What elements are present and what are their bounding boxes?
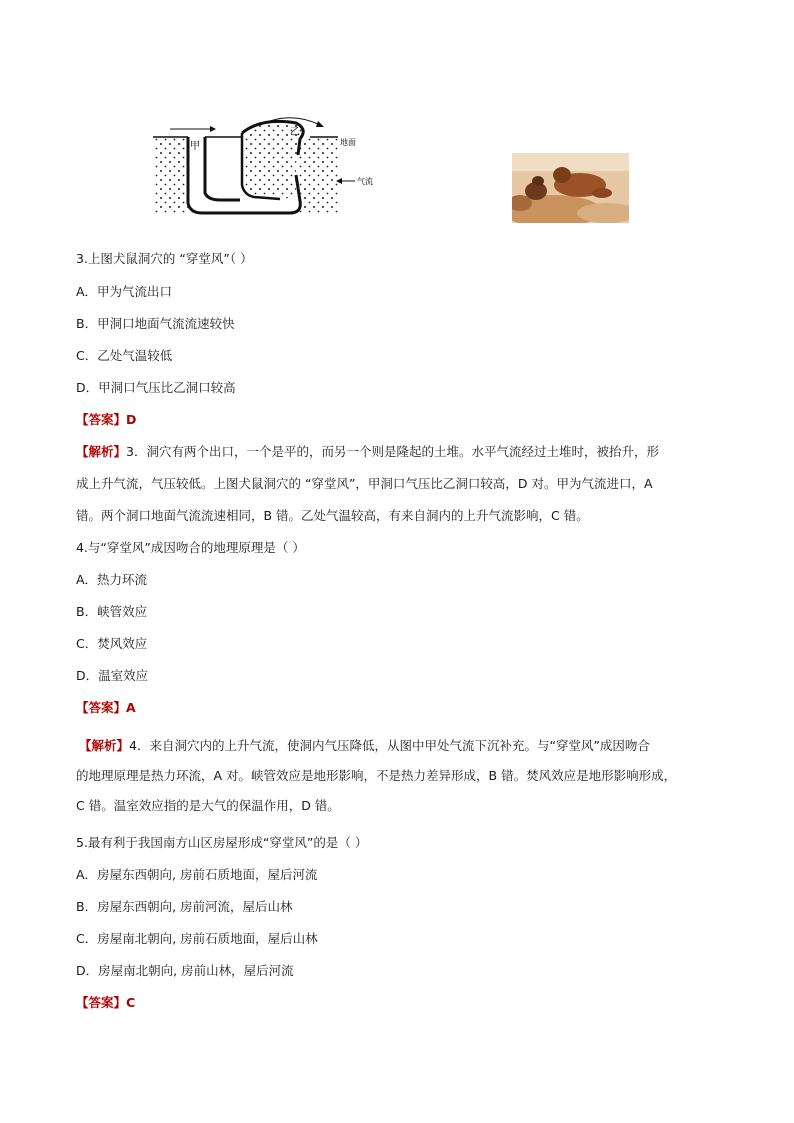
q5-option-a: A．房屋东西朝向, 房前石质地面，屋后河流	[76, 867, 318, 882]
label-yi: 乙	[290, 127, 300, 138]
q4-answer	[76, 699, 136, 717]
analysis-tag: 【解析】	[79, 738, 130, 753]
answer-tag: 【答案】	[76, 700, 127, 715]
answer-tag: 【答案】	[76, 412, 127, 427]
q4-option-c: C．焚风效应	[76, 636, 148, 651]
q3-option-a: A．甲为气流出口	[76, 284, 173, 299]
q3-analysis-line-1	[76, 443, 659, 461]
q4-option-d: D．温室效应	[76, 668, 149, 683]
label-jia: 甲	[190, 141, 200, 152]
analysis-tag: 【解析】	[76, 444, 127, 459]
q4-option-a: A．热力环流	[76, 572, 148, 587]
answer-value: C	[126, 995, 136, 1010]
q3-answer	[76, 411, 136, 429]
answer-value: A	[126, 700, 136, 715]
q3-analysis-line-2: 成上升气流，气压较低。上图犬鼠洞穴的 “穿堂风”，甲洞口气压比乙洞口较高，D 对。甲为气流进口，A	[76, 476, 653, 491]
prairie-dog-photo	[512, 153, 629, 223]
q4-analysis-line-3: C 错。温室效应指的是大气的保温作用，D 错。	[76, 798, 340, 813]
q5-option-d: D．房屋南北朝向, 房前山林，屋后河流	[76, 963, 294, 978]
q4-analysis-line-1	[79, 737, 650, 755]
q3-option-b: B．甲洞口地面气流流速较快	[76, 316, 235, 331]
q4-analysis-line-2: 的地理原理是热力环流，A 对。峡管效应是地形影响，不是热力差异形成，B 错。焚风效应是地形影响形成，	[76, 768, 677, 783]
q5-answer	[76, 994, 135, 1012]
answer-value: D	[126, 412, 137, 427]
q3-stem: 3.上图犬鼠洞穴的 “穿堂风”（ ）	[76, 251, 253, 266]
q4-option-b: B．峡管效应	[76, 604, 148, 619]
analysis-text: 3．洞穴有两个出口，一个是平的，而另一个则是隆起的土堆。水平气流经过土堆时，被抬升，形	[126, 444, 659, 459]
q5-stem: 5.最有利于我国南方山区房屋形成“穿堂风”的是（ ）	[76, 835, 368, 850]
q3-option-d: D．甲洞口气压比乙洞口较高	[76, 380, 236, 395]
burrow-diagram	[150, 115, 395, 220]
q5-option-c: C．房屋南北朝向, 房前石质地面，屋后山林	[76, 931, 318, 946]
q3-option-c: C．乙处气温较低	[76, 348, 173, 363]
answer-tag: 【答案】	[76, 995, 127, 1010]
label-airflow: 气流	[357, 177, 373, 186]
q3-analysis-line-3: 错。两个洞口地面气流流速相同，B 错。乙处气温较高，有来自洞内的上升气流影响，C 错。	[76, 508, 589, 523]
q5-option-b: B．房屋东西朝向, 房前河流，屋后山林	[76, 899, 293, 914]
q4-stem: 4.与“穿堂风”成因吻合的地理原理是（ ）	[76, 540, 305, 555]
analysis-text: 4．来自洞穴内的上升气流，使洞内气压降低，从图中甲处气流下沉补充。与“穿堂风”成因吻合	[129, 738, 650, 753]
label-ground: 地面	[340, 138, 356, 147]
